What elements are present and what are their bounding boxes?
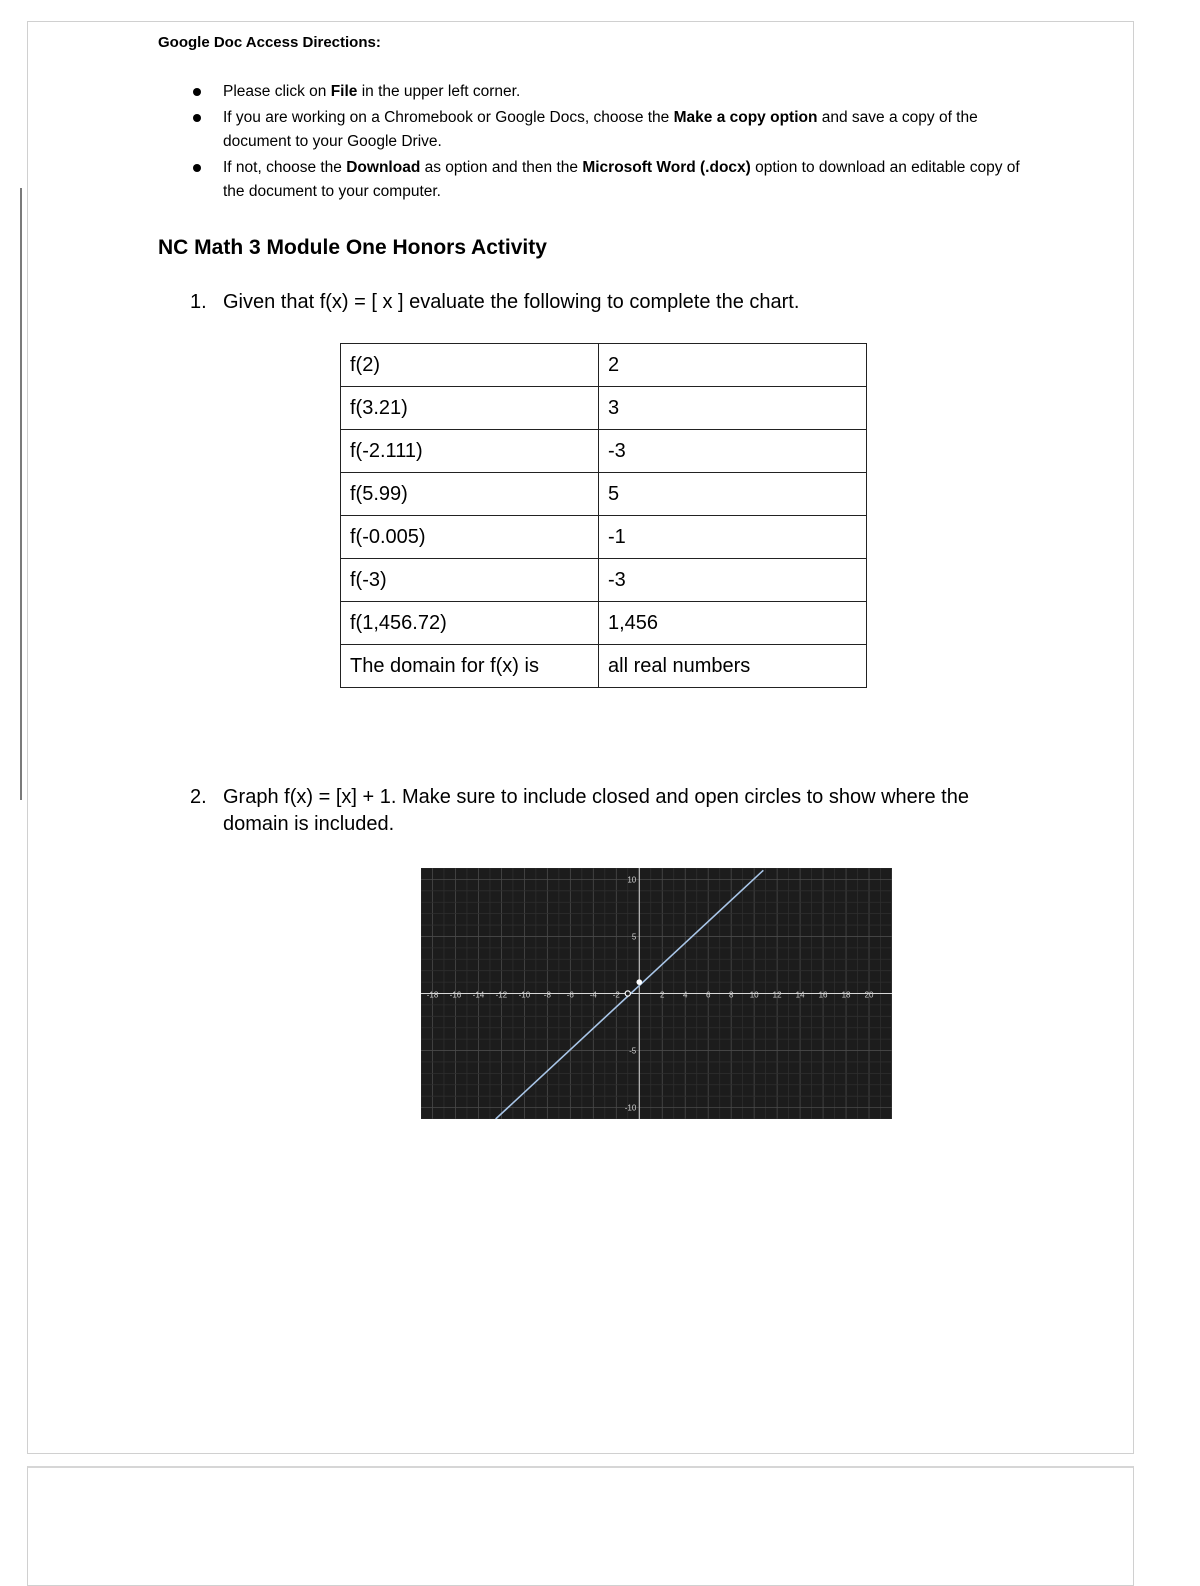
table-cell-expression[interactable]: f(-2.111) [341, 430, 599, 473]
bullet-dot [193, 114, 201, 122]
x-tick-label: -8 [543, 990, 551, 1000]
text: and save a copy of the document to your Google Drive. [223, 109, 978, 150]
table-cell-expression[interactable]: f(5.99) [341, 473, 599, 516]
table-cell-value[interactable]: -1 [599, 516, 867, 559]
table-cell-value[interactable]: -3 [599, 559, 867, 602]
evaluation-table [340, 343, 867, 688]
open-circle-point [625, 991, 630, 996]
table-cell-expression[interactable]: f(2) [341, 344, 599, 387]
x-tick-label: 6 [705, 990, 711, 1000]
y-tick-label: 5 [631, 932, 637, 942]
bold-text: Make a copy option [673, 109, 818, 126]
text: Please click on [223, 83, 331, 100]
table-row [341, 387, 867, 430]
question-2 [190, 784, 1010, 838]
x-tick-label: 16 [818, 990, 828, 1000]
table-row [341, 430, 867, 473]
text: in the upper left corner. [357, 83, 521, 100]
table-cell-value[interactable]: 5 [599, 473, 867, 516]
x-tick-label: 8 [728, 990, 734, 1000]
table-cell-expression[interactable]: f(1,456.72) [341, 602, 599, 645]
table-row [341, 559, 867, 602]
table-cell-expression[interactable]: f(-0.005) [341, 516, 599, 559]
text: If you are working on a Chromebook or Google Docs, choose the [223, 109, 674, 126]
table-cell-value[interactable]: -3 [599, 430, 867, 473]
table-row [341, 516, 867, 559]
x-tick-label: 4 [682, 990, 688, 1000]
x-tick-label: -2 [612, 990, 620, 1000]
question-2-number: 2. [190, 786, 207, 808]
question-1-text: Given that f(x) = [ x ] evaluate the following to complete the chart. [223, 291, 800, 313]
y-tick-label: -10 [624, 1103, 637, 1113]
text: option to download an editable copy of the document to your computer. [223, 159, 1020, 200]
text: If not, choose the [223, 159, 347, 176]
x-tick-label: 20 [864, 990, 874, 1000]
bullet-dot [193, 88, 201, 96]
table-row [341, 473, 867, 516]
y-tick-label: -5 [629, 1046, 637, 1056]
table-cell-value[interactable]: 2 [599, 344, 867, 387]
closed-circle-point [636, 979, 642, 985]
bullet-dot [193, 164, 201, 172]
table-cell-expression[interactable]: f(3.21) [341, 387, 599, 430]
x-tick-label: -14 [472, 990, 485, 1000]
question-1-number: 1. [190, 291, 207, 313]
table-row [341, 344, 867, 387]
x-tick-label: -4 [589, 990, 597, 1000]
table-row [341, 645, 867, 688]
bold-text: Microsoft Word (.docx) [582, 159, 751, 176]
directions-heading: Google Doc Access Directions: [158, 34, 381, 51]
directions-item [190, 156, 1020, 204]
x-tick-label: -12 [495, 990, 508, 1000]
coordinate-graph [421, 868, 892, 1119]
y-tick-label: 10 [627, 875, 637, 885]
page-margin-bar [20, 188, 22, 800]
table-row [341, 602, 867, 645]
x-tick-label: 10 [749, 990, 759, 1000]
graph-image [421, 868, 892, 1119]
table-cell-expression[interactable]: f(-3) [341, 559, 599, 602]
x-tick-label: 2 [660, 990, 665, 1000]
question-1 [190, 289, 1010, 316]
x-tick-label: -10 [518, 990, 531, 1000]
table-cell-expression[interactable]: The domain for f(x) is [341, 645, 599, 688]
directions-item [190, 80, 1020, 104]
directions-list [190, 80, 1020, 206]
table-cell-value[interactable]: all real numbers [599, 645, 867, 688]
x-tick-label: 12 [772, 990, 782, 1000]
table-cell-value[interactable]: 1,456 [599, 602, 867, 645]
directions-item [190, 106, 1020, 154]
bold-text: Download [346, 159, 421, 176]
bold-text: File [330, 83, 358, 100]
x-tick-label: -6 [566, 990, 574, 1000]
question-2-text: Graph f(x) = [x] + 1. Make sure to include closed and open circles to show where the domain is included. [223, 786, 969, 835]
activity-title: NC Math 3 Module One Honors Activity [158, 236, 547, 259]
table-cell-value[interactable]: 3 [599, 387, 867, 430]
x-tick-label: -18 [426, 990, 439, 1000]
x-tick-label: 14 [795, 990, 805, 1000]
x-tick-label: 18 [841, 990, 851, 1000]
text: as option and then the [420, 159, 583, 176]
next-document-page [27, 1466, 1134, 1586]
x-tick-label: -16 [449, 990, 462, 1000]
